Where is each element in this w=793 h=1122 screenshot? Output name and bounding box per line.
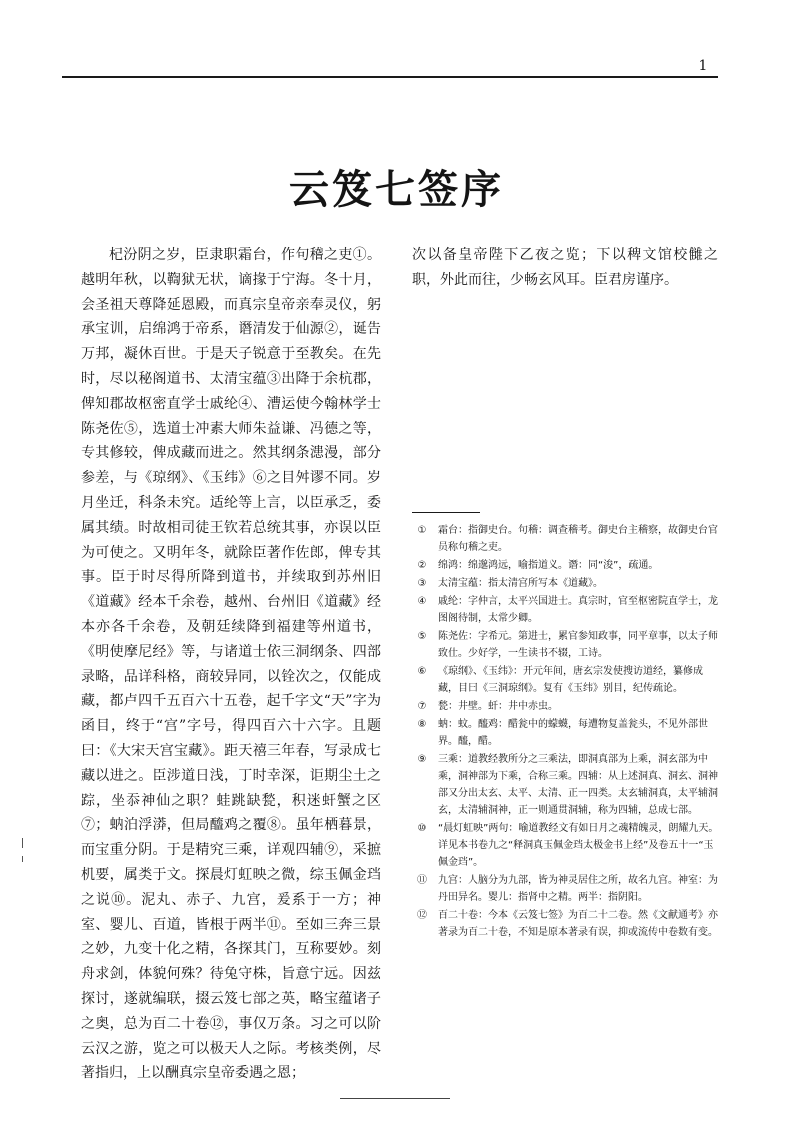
scan-edge-mark [22,856,23,862]
footnote-marker: ⑦ [417,701,427,712]
page-number: 1 [698,58,708,74]
footnote-text: 百二十卷：今本《云笈七签》为百二十二卷。然《文献通考》亦著录为百二十卷，不知是原本著录有误，抑或流传中卷数有变。 [438,910,718,938]
footnote-item [412,716,722,750]
footnote-marker: ⑩ [417,823,427,834]
footnote-text: 九宫：人脑分为九部，皆为神灵居住之所，故名九宫。神室：为丹田异名。婴儿：指肾中之精。两半：指阴阳。 [438,875,718,903]
footnote-item [412,698,722,715]
footnote-text: 陈尧佐：字希元。第进士，累官参知政事，同平章事，以太子师致仕。少好学，一生读书不辍，工诗。 [438,631,718,659]
scan-bottom-rule [340,1098,450,1099]
footnote-text: 戚纶：字仲言，太平兴国进士。真宗时，官至枢密院直学士，龙图阁待制，太常少卿。 [438,596,718,624]
footnote-marker: ② [417,560,427,571]
footnote-item [412,557,722,574]
footnote-item [412,751,722,819]
footnote-marker: ⑤ [417,631,427,642]
page-title: 云笈七签序 [289,167,504,213]
footnote-item [412,663,722,697]
preface-body-continued: 次以备皇帝陛下乙夜之览；下以稗文馆校雠之职，外此而往，少畅玄风耳。臣君房谨序。 [412,247,718,288]
footnote-text: 蚋：蚊。醯鸡：醋瓮中的蠓蠛，每遭物复盖瓮头，不见外部世界。醯，醋。 [438,719,708,747]
footnote-marker: ⑨ [417,754,427,765]
footnote-item [412,522,722,556]
footnote-text: 霜台：指御史台。句稽：调查稽考。御史台主稽察，故御史台官员称句稽之吏。 [438,525,718,553]
footnote-text: 太清宝蕴：指太清宫所写本《道藏》。 [438,578,603,589]
preface-body-text: 杞汾阴之岁，臣隶职霜台，作句稽之吏①。越明年秋，以鞫狱无状，谪掾于宁海。冬十月，会圣祖天尊降延恩殿，而真宗皇帝亲奉灵仪，躬承宝训，启绵鸿于帝系，谮清发于仙源②，诞告万邦，凝休百世。于是天子锐意于至教矣。在先时，尽以秘阁道书、太清宝蕴③出降于余杭郡，俾知郡故枢密直学士戚纶④、漕运使今翰林学士陈尧佐⑤，选道士冲素大师朱益谦、冯德之等，专其修较，俾成藏而进之。然其纲条漶漫，部分参差，与《琼纲》、《玉纬》⑥之目舛谬不同。岁月坐迁，科条未究。适纶等上言，以臣承乏，委属其绩。时故相司徒王钦若总统其事，亦误以臣为可使之。又明年冬，就除臣著作佐郎，俾专其事。臣于时尽得所降到道书，并续取到苏州旧《道藏》经本千余卷，越州、台州旧《道藏》经本亦各千余卷，及朝廷续降到福建等州道书，《明使摩尼经》等，与诸道士依三洞纲条、四部录略，品详科格，商较异同，以铨次之，仅能成藏，都卢四千五百六十五卷，起千字文“天”字为函目，终于“宫”字号，得四百六十六字。且题曰：《大宋天宫宝藏》。距天禧三年春，写录成七藏以进之。臣涉道日浅，丁时幸深，讵期尘土之踪，坐忝神仙之职？蛙跳缺甃，积迷虷蟹之区⑦；蚋泊浮漭，但局醯鸡之覆⑧。虽年栖暮景，而宝重分阴。于是精究三乘，详观四辅⑨，采摭机要，属类于文。探晨灯虹映之微，综玉佩金珰之说⑩。泥丸、赤子、九宫，爰系于一方；神室、婴儿、百道，皆根于两半⑪。至如三奔三景之妙，九变十化之精，各探其门，互称要妙。刻舟求剑，体貌何殊？待兔守株，旨意宁远。因兹探讨，遂就编联，掇云笈七部之英，略宝蕴诸子之奥，总为百二十卷⑫，事仅万条。习之可以阶云汉之游，览之可以极天人之际。考核类例，尽著指归，上以酬真宗皇帝委遇之恩； [81,247,381,1082]
footnote-marker: ① [417,525,427,536]
scan-edge-mark [22,838,23,848]
footnote-marker: ⑥ [417,666,427,677]
footnote-item [412,872,722,906]
footnote-text: 甃：井壁。虷：井中赤虫。 [438,701,558,712]
footnote-item [412,820,722,871]
footnote-marker: ③ [417,578,427,589]
footnote-rule [412,512,480,513]
footnote-item [412,907,722,941]
footnote-marker: ⑫ [417,910,427,921]
footnote-text: 绵鸿：绵邈鸿远，喻指道义。谮：同“浚”，疏通。 [438,560,659,571]
footnote-list [412,522,722,942]
footnote-marker: ⑧ [417,719,427,730]
preface-column-left [81,243,381,1086]
footnote-marker: ④ [417,596,427,607]
footnote-item [412,593,722,627]
footnote-text: 《琼纲》、《玉纬》：开元年间，唐玄宗发使搜访道经，纂修成藏，目曰《三洞琼纲》。复有《玉纬》别目，纪传疏论。 [438,666,703,694]
footnote-item [412,628,722,662]
preface-column-right [412,243,718,293]
footnote-text: 三乘：道教经教所分之三乘法，即洞真部为上乘，洞玄部为中乘，洞神部为下乘，合称三乘。四辅：从上述洞真、洞玄、洞神部又分出太玄、太平、太清、正一四类。太玄辅洞真，太平辅洞玄，太清辅洞神，正一则通贯洞辅，称为四辅，总成七部。 [438,754,718,816]
footnote-text: “晨灯虹映”两句：喻道教经文有如日月之魂精魄灵，朗耀九天。详见本书卷九之“释洞真玉佩金珰太极金书上经”及卷五十一“玉佩金珰”。 [438,823,719,868]
footnote-item [412,575,722,592]
header-rule [62,76,718,78]
footnote-marker: ⑪ [417,875,427,886]
